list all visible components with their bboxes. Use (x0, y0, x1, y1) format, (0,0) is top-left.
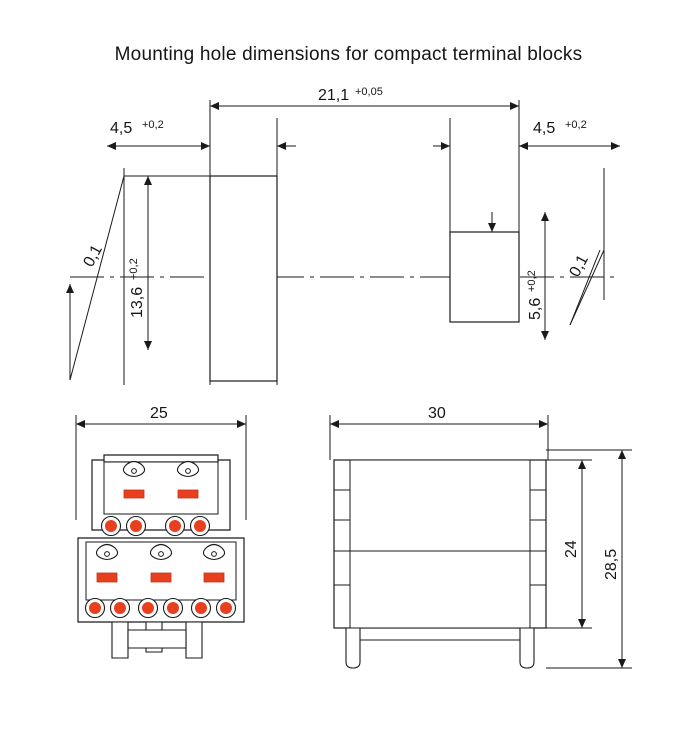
page-title: Mounting hole dimensions for compact terminal blocks (114, 44, 583, 65)
dim-5-6-value: 5,6 (527, 297, 544, 320)
dim-21-1-value: 21,1 (318, 87, 350, 104)
lever-bar (151, 573, 171, 582)
dim-left-4-5-tolerance: +0,2 (142, 119, 164, 131)
radius-left-value: 0,1 (80, 242, 106, 270)
dim-24-value: 24 (563, 540, 580, 558)
dim-25-value: 25 (150, 405, 168, 422)
lever-bar (204, 573, 224, 582)
hole-left-block (210, 176, 277, 381)
dim-left-4-5-value: 4,5 (110, 120, 133, 137)
dim-21-1-tolerance: +0,05 (355, 86, 383, 98)
radius-right-value: 0,1 (566, 252, 592, 280)
front-lower-body (78, 538, 244, 658)
dim-right-4-5-value: 4,5 (533, 120, 556, 137)
view-side (330, 405, 632, 668)
dim-right-4-5-tolerance: +0,2 (565, 119, 587, 131)
hole-right-block (450, 232, 519, 322)
front-upper-body (92, 455, 230, 536)
lever-bar (124, 490, 144, 498)
radius-leader-right (570, 232, 604, 325)
dim-5-6-tolerance: +0,2 (526, 270, 538, 292)
view-front (76, 405, 246, 658)
view-mounting-hole (70, 86, 620, 385)
dim-13-6-value: 13,6 (129, 286, 146, 318)
dim-28-5-value: 28,5 (603, 548, 620, 580)
lever-bar (97, 573, 117, 582)
lever-bar (178, 490, 198, 498)
dim-30-value: 30 (428, 405, 446, 422)
radius-leader-left (70, 176, 124, 380)
dim-13-6-tolerance: +0,2 (128, 258, 140, 280)
